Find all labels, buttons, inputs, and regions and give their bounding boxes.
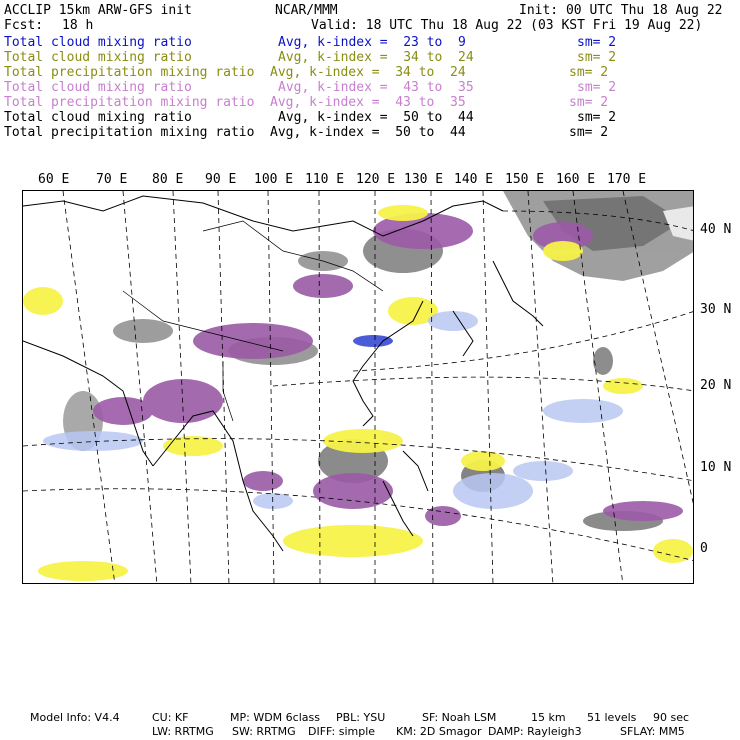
field-name: Total precipitation mixing ratio [4, 125, 255, 140]
latitude-label: 10 N [700, 460, 732, 475]
field-name: Total cloud mixing ratio [4, 110, 192, 125]
field-name: Total cloud mixing ratio [4, 35, 192, 50]
footer-eddy: KM: 2D Smagor [396, 725, 482, 738]
latitude-label: 30 N [700, 302, 732, 317]
longitude-label: 160 E [556, 172, 596, 187]
longitude-label: 150 E [505, 172, 545, 187]
field-smoothing: sm= 2 [569, 125, 609, 140]
field-index-range: Avg, k-index = 43 to 35 [278, 80, 474, 95]
longitude-label: 110 E [305, 172, 345, 187]
field-index-range: Avg, k-index = 34 to 24 [270, 65, 466, 80]
field-smoothing: sm= 2 [577, 35, 617, 50]
field-index-range: Avg, k-index = 50 to 44 [270, 125, 466, 140]
footer-damping: DAMP: Rayleigh3 [488, 725, 582, 738]
footer-model-info: Model Info: V4.4 [30, 711, 120, 724]
model-title: ACCLIP 15km ARW-GFS init [4, 3, 192, 18]
field-index-range: Avg, k-index = 34 to 24 [278, 50, 474, 65]
field-index-range: Avg, k-index = 23 to 9 [278, 35, 466, 50]
footer-pbl: PBL: YSU [336, 711, 386, 724]
footer-surface-layer: SFLAY: MM5 [620, 725, 685, 738]
footer-microphysics: MP: WDM 6class [230, 711, 320, 724]
footer-cumulus: CU: KF [152, 711, 189, 724]
forecast-map [22, 190, 694, 584]
field-smoothing: sm= 2 [577, 50, 617, 65]
footer-longwave: LW: RRTMG [152, 725, 214, 738]
field-smoothing: sm= 2 [577, 110, 617, 125]
longitude-label: 130 E [404, 172, 444, 187]
latitude-label: 0 [700, 541, 708, 556]
footer-timestep: 90 sec [653, 711, 690, 724]
valid-time: Valid: 18 UTC Thu 18 Aug 22 (03 KST Fri 19 Aug 22) [311, 18, 703, 33]
longitude-label: 60 E [38, 172, 70, 187]
field-smoothing: sm= 2 [569, 65, 609, 80]
longitude-label: 100 E [254, 172, 294, 187]
footer-surface: SF: Noah LSM [422, 711, 497, 724]
longitude-label: 120 E [356, 172, 396, 187]
field-name: Total precipitation mixing ratio [4, 95, 255, 110]
latitude-label: 40 N [700, 222, 732, 237]
field-index-range: Avg, k-index = 43 to 35 [270, 95, 466, 110]
longitude-label: 140 E [454, 172, 494, 187]
longitude-label: 90 E [205, 172, 237, 187]
forecast-label: Fcst: [4, 18, 44, 33]
footer-shortwave: SW: RRTMG [232, 725, 296, 738]
field-smoothing: sm= 2 [569, 95, 609, 110]
longitude-label: 80 E [152, 172, 184, 187]
field-name: Total cloud mixing ratio [4, 50, 192, 65]
longitude-label: 70 E [96, 172, 128, 187]
organization-label: NCAR/MMM [275, 3, 338, 18]
field-name: Total precipitation mixing ratio [4, 65, 255, 80]
longitude-label: 170 E [607, 172, 647, 187]
field-index-range: Avg, k-index = 50 to 44 [278, 110, 474, 125]
forecast-hour: 18 h [62, 18, 94, 33]
footer-resolution: 15 km [531, 711, 566, 724]
footer-diffusion: DIFF: simple [308, 725, 376, 738]
field-name: Total cloud mixing ratio [4, 80, 192, 95]
init-time: Init: 00 UTC Thu 18 Aug 22 [519, 3, 723, 18]
map-canvas [23, 191, 694, 584]
latitude-label: 20 N [700, 378, 732, 393]
field-smoothing: sm= 2 [577, 80, 617, 95]
footer-levels: 51 levels [587, 711, 637, 724]
